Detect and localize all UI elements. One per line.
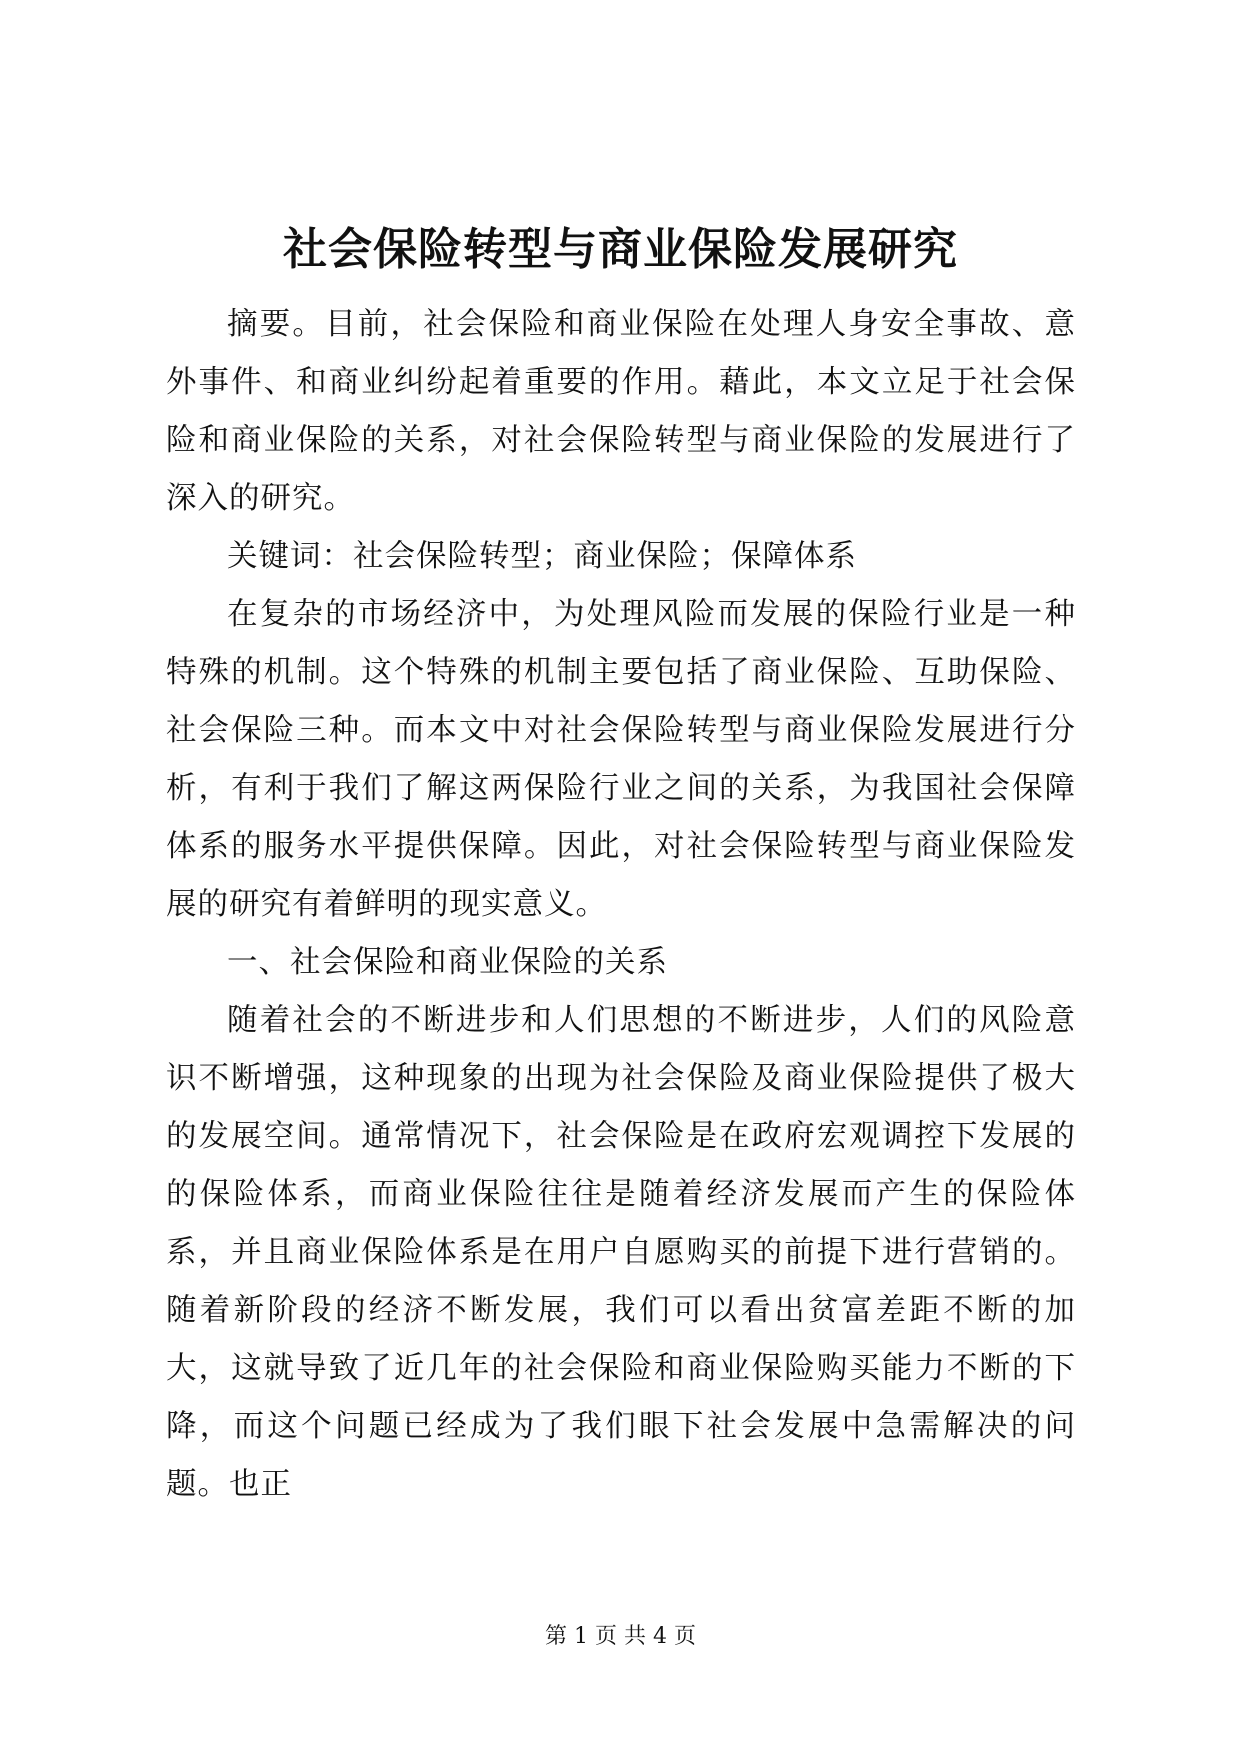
document-title: 社会保险转型与商业保险发展研究: [283, 224, 958, 275]
page-footer: 第 1 页 共 4 页: [545, 1624, 696, 1649]
abstract-paragraph: 摘要。目前，社会保险和商业保险在处理人身安全事故、意外事件、和商业纠纷起着重要的作用。藉此，本文立足于社会保险和商业保险的关系，对社会保险转型与商业保险的发展进行了深入的研究。: [166, 307, 1076, 516]
section-paragraph: 随着社会的不断进步和人们思想的不断进步，人们的风险意识不断增强，这种现象的出现为社会保险及商业保险提供了极大的发展空间。通常情况下，社会保险是在政府宏观调控下发展的的保险体系，而商业保险往往是随着经济发展而产生的保险体系，并且商业保险体系是在用户自愿购买的前提下进行营销的。随着新阶段的经济不断发展，我们可以看出贫富差距不断的加大，这就导致了近几年的社会保险和商业保险购买能力不断的下降，而这个问题已经成为了我们眼下社会发展中急需解决的问题。也正: [166, 1003, 1076, 1502]
document-body: [166, 296, 1076, 1514]
section-heading: 一、社会保险和商业保险的关系: [227, 945, 668, 980]
keywords-paragraph: 关键词：社会保险转型；商业保险；保障体系: [227, 539, 857, 574]
intro-paragraph: 在复杂的市场经济中，为处理风险而发展的保险行业是一种特殊的机制。这个特殊的机制主要包括了商业保险、互助保险、社会保险三种。而本文中对社会保险转型与商业保险发展进行分析，有利于我们了解这两保险行业之间的关系，为我国社会保障体系的服务水平提供保障。因此，对社会保险转型与商业保险发展的研究有着鲜明的现实意义。: [166, 597, 1076, 922]
